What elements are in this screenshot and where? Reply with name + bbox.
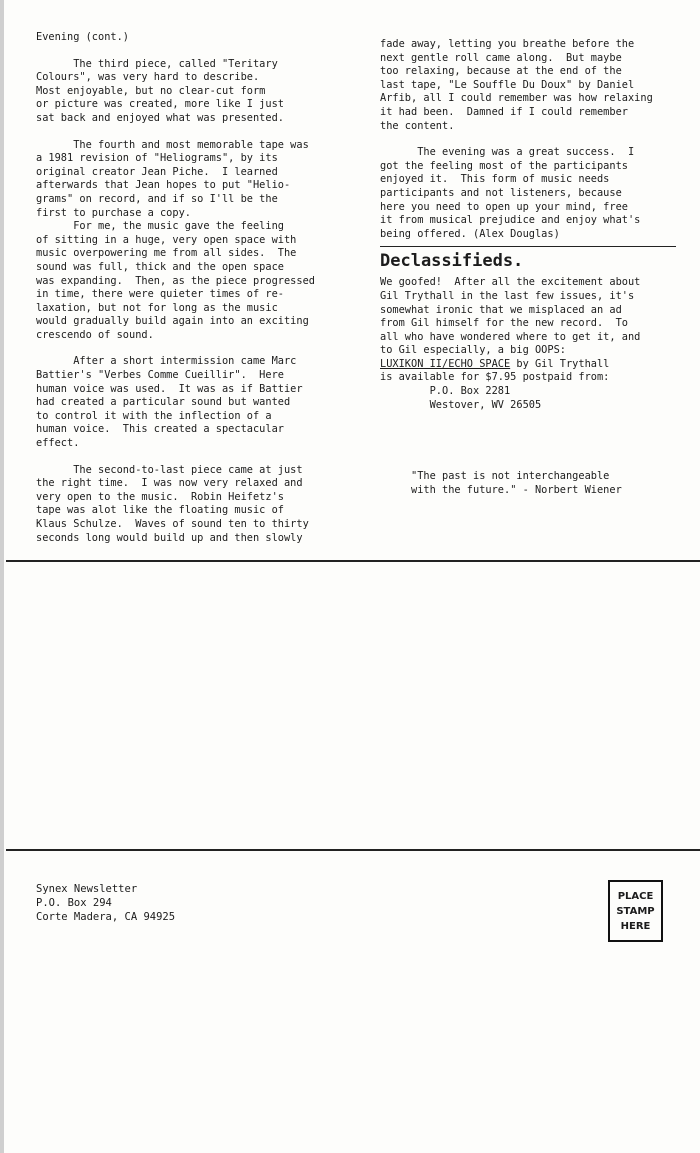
text-line: the content. <box>380 119 455 132</box>
order-address-line: Westover, WV 26505 <box>380 398 542 411</box>
paragraph-second-to-last <box>36 464 354 546</box>
text-line: being offered. (Alex Douglas) <box>380 227 560 240</box>
right-column <box>380 38 686 412</box>
quote-line: "The past is not interchangeable <box>411 470 610 482</box>
text-line: Battier's "Verbes Comme Cueillir". Here <box>36 369 284 382</box>
stamp-text: PLACE <box>617 890 654 902</box>
text-line: original creator Jean Piche. I learned <box>36 165 278 178</box>
address-line: Synex Newsletter <box>36 883 138 895</box>
norbert-wiener-quote <box>411 470 622 497</box>
record-title: LUXIKON II/ECHO SPACE <box>380 357 511 370</box>
text-line: The fourth and most memorable tape was <box>36 138 309 151</box>
section-divider <box>380 246 676 247</box>
text-line: to Gil especially, a big OOPS: <box>380 344 566 357</box>
text-line: first to purchase a copy. <box>36 206 191 219</box>
text-line: human voice was used. It was as if Battier <box>36 382 303 395</box>
text-line: enjoyed it. This form of music needs <box>380 173 610 186</box>
text-line: or picture was created, more like I just <box>36 98 284 111</box>
text-line: last tape, "Le Souffle Du Doux" by Daniel <box>380 78 635 91</box>
paragraph-fourth-piece <box>36 139 354 343</box>
order-address-line: P.O. Box 2281 <box>380 385 511 398</box>
text-line: all who have wondered where to get it, and <box>380 330 641 343</box>
text-line: tape was alot like the floating music of <box>36 504 284 517</box>
address-line: Corte Madera, CA 94925 <box>36 911 176 923</box>
paragraph-battier <box>36 355 354 450</box>
text-line: somewhat ironic that we misplaced an ad <box>380 303 622 316</box>
record-artist: by Gil Trythall <box>510 357 610 370</box>
text-line: to control it with the inflection of a <box>36 409 272 422</box>
fold-line-top <box>6 560 700 562</box>
text-line: crescendo of sound. <box>36 328 154 341</box>
declassifieds-heading: Declassifieds. <box>380 251 524 272</box>
text-line: The evening was a great success. I <box>380 146 635 159</box>
continued-header: Evening (cont.) <box>36 31 129 43</box>
text-line: fade away, letting you breathe before the <box>380 38 635 50</box>
text-line: it from musical prejudice and enjoy what's <box>380 214 641 227</box>
text-line: For me, the music gave the feeling <box>36 220 284 233</box>
text-line: too relaxing, because at the end of the <box>380 65 622 78</box>
text-line: human voice. This created a spectacular <box>36 423 284 436</box>
text-line: Arfib, all I could remember was how relaxing <box>380 92 653 105</box>
fold-line-bottom <box>6 849 700 851</box>
text-line: effect. <box>36 437 80 450</box>
text-line: it had been. Damned if I could remember <box>380 105 628 118</box>
page-edge-shadow <box>0 0 4 1153</box>
text-line: is available for $7.95 postpaid from: <box>380 371 610 384</box>
paragraph-evening-success <box>380 146 686 241</box>
text-line: got the feeling most of the participants <box>380 159 628 172</box>
text-line: After a short intermission came Marc <box>36 355 297 368</box>
text-line: The third piece, called "Teritary <box>36 57 278 70</box>
stamp-text: STAMP <box>616 905 655 917</box>
text-line: laxation, but not for long as the music <box>36 301 278 314</box>
text-line: We goofed! After all the excitement about <box>380 276 641 289</box>
text-line: had created a particular sound but wanted <box>36 396 291 409</box>
text-line: Colours", was very hard to describe. <box>36 71 260 84</box>
text-line: of sitting in a huge, very open space with <box>36 233 297 246</box>
text-line: Klaus Schulze. Waves of sound ten to thirty <box>36 518 309 530</box>
text-line: afterwards that Jean hopes to put "Helio- <box>36 179 291 192</box>
text-line: Gil Trythall in the last few issues, it's <box>380 289 635 302</box>
paragraph-third-piece <box>36 58 354 126</box>
text-line: very open to the music. Robin Heifetz's <box>36 490 284 503</box>
paragraph-fade-away <box>380 38 686 133</box>
text-line: here you need to open up your mind, free <box>380 200 628 213</box>
text-line: Most enjoyable, but no clear-cut form <box>36 84 266 97</box>
record-line <box>380 358 686 372</box>
quote-line: with the future." - Norbert Wiener <box>411 483 622 496</box>
return-address <box>36 882 175 924</box>
stamp-text: HERE <box>620 920 651 932</box>
left-column <box>36 31 354 545</box>
text-line: seconds long would build up and then slowly <box>36 531 303 544</box>
text-line: in time, there were quieter times of re- <box>36 288 284 301</box>
text-line: was expanding. Then, as the piece progressed <box>36 274 315 287</box>
text-line: sound was full, thick and the open space <box>36 260 284 273</box>
text-line: The second-to-last piece came at just <box>36 463 303 476</box>
text-line: music overpowering me from all sides. The <box>36 247 297 260</box>
text-line: from Gil himself for the new record. To <box>380 317 628 330</box>
text-line: participants and not listeners, because <box>380 186 622 199</box>
text-line: would gradually build again into an exciting <box>36 315 309 328</box>
address-line: P.O. Box 294 <box>36 897 112 909</box>
declassifieds-body <box>380 276 686 412</box>
place-stamp-box <box>608 880 663 942</box>
text-line: grams" on record, and if so I'll be the <box>36 192 278 205</box>
text-line: the right time. I was now very relaxed and <box>36 477 303 490</box>
text-line: sat back and enjoyed what was presented. <box>36 111 284 124</box>
text-line: a 1981 revision of "Heliograms", by its <box>36 152 278 165</box>
text-line: next gentle roll came along. But maybe <box>380 51 622 64</box>
